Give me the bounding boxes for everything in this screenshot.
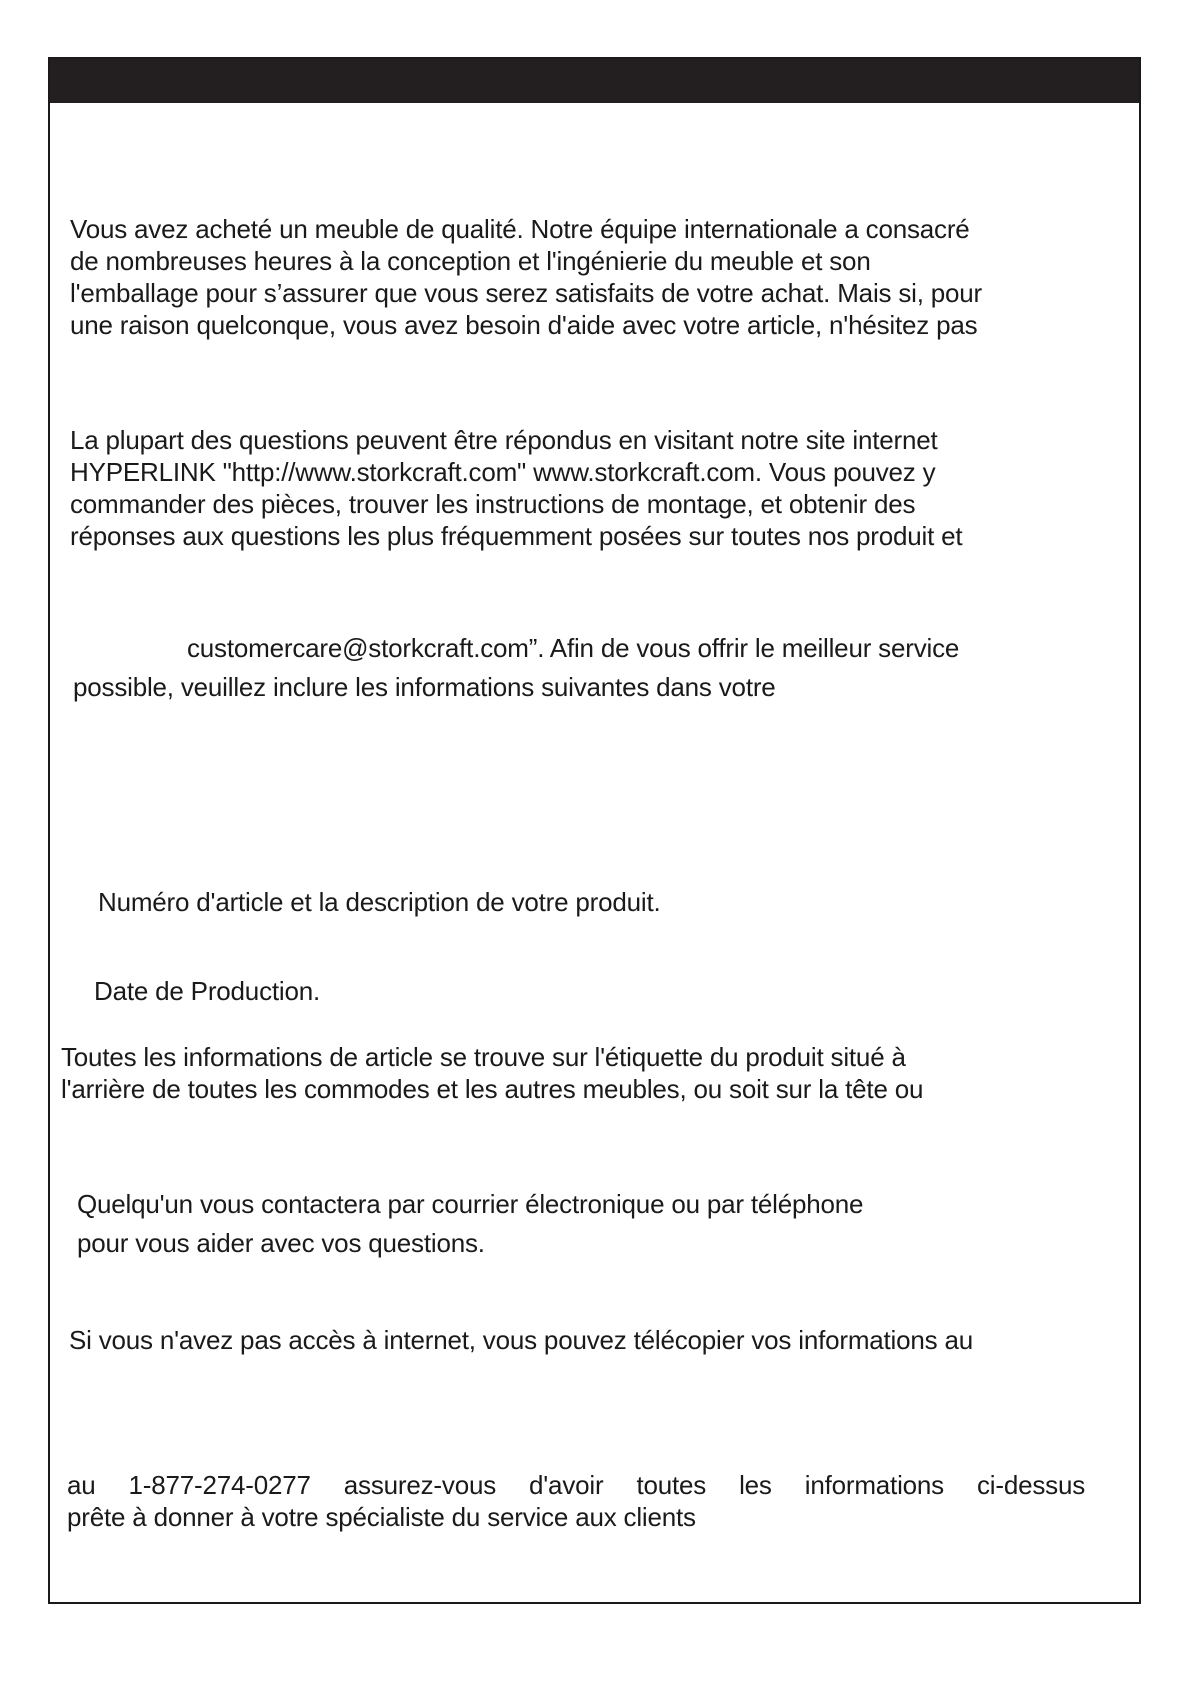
label-info-paragraph — [61, 1041, 923, 1105]
phone-word: ci-dessus — [976, 1470, 1085, 1500]
website-line: HYPERLINK "http://www.storkcraft.com" www.storkcraft.com. Vous pouvez y — [70, 457, 936, 487]
phone-line-2: prête à donner à votre spécialiste du service aux clients — [67, 1502, 696, 1532]
label-info-line: Toutes les informations de article se trouve sur l'étiquette du produit situé à — [61, 1042, 906, 1072]
label-info-line: l'arrière de toutes les commodes et les autres meubles, ou soit sur la tête ou — [61, 1074, 924, 1104]
contact-line: pour vous aider avec vos questions. — [77, 1228, 485, 1258]
phone-number: 1-877-274-0277 — [128, 1470, 311, 1500]
website-line: La plupart des questions peuvent être répondus en visitant notre site internet — [70, 425, 938, 455]
production-date-requirement: Date de Production. — [94, 976, 321, 1006]
website-paragraph — [70, 424, 962, 552]
contact-line: Quelqu'un vous contactera par courrier électronique ou par téléphone — [77, 1189, 864, 1219]
intro-line: Vous avez acheté un meuble de qualité. Notre équipe internationale a consacré — [70, 214, 970, 244]
email-line-2: possible, veuillez inclure les informations suivantes dans votre — [73, 672, 776, 702]
phone-paragraph — [67, 1469, 1085, 1501]
item-number-requirement: Numéro d'article et la description de votre produit. — [98, 887, 661, 917]
intro-line: une raison quelconque, vous avez besoin d'aide avec votre article, n'hésitez pas — [70, 310, 978, 340]
website-line: réponses aux questions les plus fréquemment posées sur toutes nos produit et — [70, 521, 963, 551]
phone-word: d'avoir — [529, 1470, 604, 1500]
fax-line: Si vous n'avez pas accès à internet, vous pouvez télécopier vos informations au — [69, 1325, 974, 1355]
contact-paragraph — [77, 1188, 863, 1259]
header-bar — [50, 59, 1139, 103]
phone-word: assurez-vous — [343, 1470, 497, 1500]
website-line: commander des pièces, trouver les instructions de montage, et obtenir des — [70, 489, 916, 519]
phone-word: toutes — [636, 1470, 707, 1500]
intro-paragraph — [70, 213, 982, 341]
phone-word: les — [739, 1470, 772, 1500]
phone-line-1 — [67, 1469, 1085, 1501]
phone-word: au — [67, 1470, 96, 1500]
phone-word: informations — [804, 1470, 944, 1500]
email-line-1: customercare@storkcraft.com”. Afin de vous offrir le meilleur service — [187, 633, 960, 663]
intro-line: l'emballage pour s’assurer que vous serez satisfaits de votre achat. Mais si, pour — [70, 278, 983, 308]
intro-line: de nombreuses heures à la conception et l'ingénierie du meuble et son — [70, 246, 871, 276]
